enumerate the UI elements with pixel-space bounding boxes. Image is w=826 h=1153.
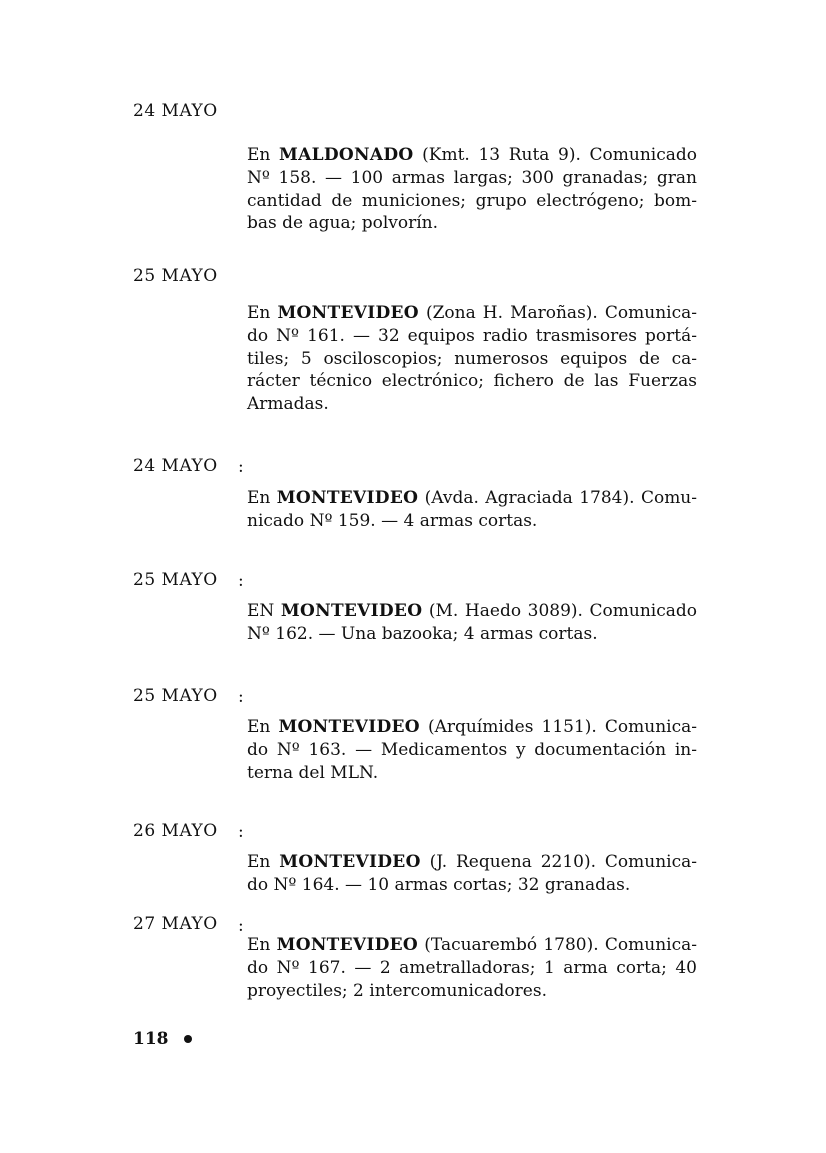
entry-line: En MONTEVIDEO (J. Requena 2210). Comunica- (247, 852, 697, 872)
entry-date: 24 MAYO (133, 456, 218, 476)
entry-text (247, 144, 697, 235)
place-name: MONTEVIDEO (280, 601, 423, 621)
entry-line: nicado Nº 159. — 4 armas cortas. (247, 510, 538, 531)
entry-line: En MONTEVIDEO (Avda. Agraciada 1784). Comu- (247, 488, 698, 508)
entry-colon: : (238, 822, 244, 842)
entry-text (247, 934, 697, 1002)
place-name: MALDONADO (279, 145, 414, 165)
entry-line: Nº 162. — Una bazooka; 4 armas cortas. (247, 623, 598, 644)
entry-date: 25 MAYO (133, 266, 218, 286)
entry-line: Nº 158. — 100 armas largas; 300 granadas; gran (247, 167, 697, 188)
entry-colon: : (238, 687, 244, 707)
entry-line: En MALDONADO (Kmt. 13 Ruta 9). Comunicado (247, 145, 697, 165)
entry-line: En MONTEVIDEO (Tacuarembó 1780). Comunica- (247, 935, 697, 955)
entry-line: do Nº 163. — Medicamentos y documentación in- (247, 739, 697, 760)
entry-line: do Nº 164. — 10 armas cortas; 32 granadas. (247, 874, 631, 895)
entry-line: tiles; 5 osciloscopios; numerosos equipos de ca- (247, 348, 697, 369)
entry-line: En MONTEVIDEO (Zona H. Maroñas). Comunica- (247, 303, 698, 323)
entry-line: En MONTEVIDEO (Arquímides 1151). Comunica- (247, 717, 698, 737)
entry-text (247, 716, 697, 784)
place-name: MONTEVIDEO (276, 488, 419, 508)
entry-line: cantidad de municiones; grupo electrógeno; bom- (247, 190, 697, 211)
entry-line: do Nº 167. — 2 ametralladoras; 1 arma corta; 40 (247, 957, 697, 978)
entry-line: Armadas. (247, 394, 329, 415)
bullet-icon (184, 1035, 192, 1043)
entry-text (247, 302, 697, 416)
entry-line: EN MONTEVIDEO (M. Haedo 3089). Comunicado (247, 601, 697, 621)
entry-line: rácter técnico electrónico; fichero de las Fuerzas (247, 371, 697, 392)
entry-date: 27 MAYO (133, 914, 218, 934)
entry-text (247, 487, 697, 533)
place-name: MONTEVIDEO (279, 852, 421, 872)
entry-date: 24 MAYO (133, 101, 218, 121)
page-number: 118 (133, 1029, 169, 1049)
entry-colon: : (238, 916, 244, 936)
place-name: MONTEVIDEO (277, 303, 419, 323)
entry-line: do Nº 161. — 32 equipos radio trasmisores portá- (247, 325, 697, 346)
place-name: MONTEVIDEO (278, 717, 420, 737)
entry-line: proyectiles; 2 intercomunicadores. (247, 980, 547, 1001)
entry-text (247, 851, 697, 897)
entry-text (247, 600, 697, 646)
entry-date: 26 MAYO (133, 821, 218, 841)
place-name: MONTEVIDEO (276, 935, 419, 955)
entry-colon: : (238, 457, 244, 477)
entry-colon: : (238, 571, 244, 591)
entry-date: 25 MAYO (133, 570, 218, 590)
entry-date: 25 MAYO (133, 686, 218, 706)
entry-line: bas de agua; polvorín. (247, 213, 439, 234)
entry-line: terna del MLN. (247, 762, 379, 783)
